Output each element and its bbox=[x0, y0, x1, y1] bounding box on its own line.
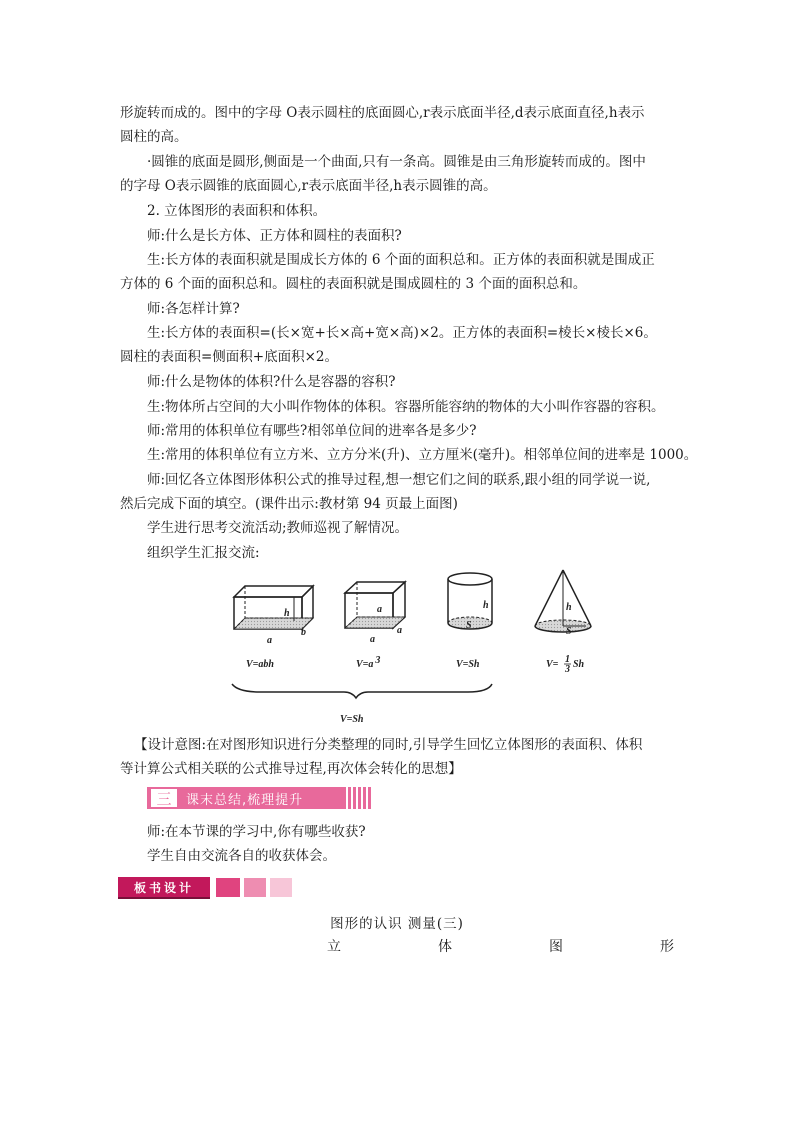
cuboid-height-label: h bbox=[284, 608, 290, 619]
paragraph-line: 方体的 6 个面的面积总和。圆柱的表面积就是围成圆柱的 3 个面的面积总和。 bbox=[120, 276, 587, 292]
section-three-banner bbox=[147, 787, 372, 809]
decor-square bbox=[244, 878, 266, 897]
spread-char: 图 bbox=[549, 939, 563, 955]
paragraph-line: 师:各怎样计算? bbox=[147, 301, 240, 317]
cube-shape bbox=[345, 582, 405, 670]
paragraph-line: 生:长方体的表面积=(长×宽+长×高+宽×高)×2。正方体的表面积=棱长×棱长×6。 bbox=[147, 325, 657, 341]
cone-fraction-den: 3 bbox=[565, 664, 570, 675]
spread-char: 立 bbox=[327, 939, 341, 955]
cuboid-length-label: a bbox=[267, 635, 272, 646]
paragraph-line: 生:物体所占空间的大小叫作物体的体积。容器所能容纳的物体的大小叫作容器的容积。 bbox=[147, 399, 665, 415]
cube-formula-exponent: 3 bbox=[375, 655, 381, 666]
cuboid-formula: V=abh bbox=[246, 659, 274, 670]
spread-char: 形 bbox=[660, 939, 674, 955]
cone-base-label: S bbox=[566, 626, 572, 637]
board-spread-heading bbox=[120, 936, 674, 956]
design-note-line: 等计算公式相关联的公式推导过程,再次体会转化的思想】 bbox=[120, 761, 462, 777]
paragraph-line: 圆柱的高。 bbox=[120, 129, 188, 145]
paragraph-line: 2. 立体图形的表面积和体积。 bbox=[147, 203, 327, 219]
board-design-label: 板书设计 bbox=[118, 877, 210, 899]
cylinder-base-label: S bbox=[466, 620, 472, 631]
cuboid-width-label: b bbox=[301, 627, 306, 638]
cube-edge-label-side: a bbox=[397, 625, 402, 636]
cube-edge-label-bottom: a bbox=[370, 634, 375, 645]
cone-fraction-num: 1 bbox=[565, 654, 570, 665]
cylinder-shape bbox=[448, 573, 492, 670]
paragraph-line: 师:回忆各立体图形体积公式的推导过程,想一想它们之间的联系,跟小组的同学说一说, bbox=[147, 472, 651, 488]
solid-figures-diagram bbox=[220, 566, 600, 736]
paragraph-line: 然后完成下面的填空。(课件出示:教材第 94 页最上面图) bbox=[120, 496, 458, 512]
paragraph-line: 师:什么是长方体、正方体和圆柱的表面积? bbox=[147, 228, 402, 244]
section-title: 课末总结,梳理提升 bbox=[186, 792, 304, 808]
section-number: 三 bbox=[150, 788, 178, 808]
cone-formula: V= bbox=[546, 659, 559, 670]
cube-edge-label-top: a bbox=[377, 604, 382, 615]
paragraph-line: ·圆锥的底面是圆形,侧面是一个曲面,只有一条高。圆锥是由三角形旋转而成的。图中 bbox=[147, 154, 646, 170]
grouping-brace bbox=[232, 684, 492, 698]
cube-formula: V=a 3 bbox=[356, 655, 381, 670]
paragraph-line: 师:常用的体积单位有哪些?相邻单位间的进率各是多少? bbox=[147, 423, 477, 439]
spread-spacer bbox=[120, 936, 230, 956]
decor-square bbox=[216, 878, 240, 897]
paragraph-line: 学生进行思考交流活动;教师巡视了解情况。 bbox=[147, 520, 409, 536]
cylinder-formula: V=Sh bbox=[456, 659, 480, 670]
spread-char: 体 bbox=[438, 939, 452, 955]
paragraph-line: 师:在本节课的学习中,你有哪些收获? bbox=[147, 824, 366, 840]
paragraph-line: 师:什么是物体的体积?什么是容器的容积? bbox=[147, 374, 396, 390]
paragraph-line: 学生自由交流各自的收获体会。 bbox=[147, 848, 336, 864]
cone-height-label: h bbox=[566, 602, 572, 613]
paragraph-line: 的字母 O表示圆锥的底面圆心,r表示底面半径,h表示圆锥的高。 bbox=[120, 178, 497, 194]
paragraph-line: 组织学生汇报交流: bbox=[147, 545, 260, 561]
unified-volume-formula: V=Sh bbox=[340, 714, 364, 725]
design-note-line: 【设计意图:在对图形知识进行分类整理的同时,引导学生回忆立体图形的表面积、体积 bbox=[134, 737, 643, 753]
cone-formula-suffix: Sh bbox=[573, 659, 585, 670]
board-title: 图形的认识 测量(三) bbox=[330, 916, 464, 932]
decor-square bbox=[270, 878, 292, 897]
paragraph-line: 圆柱的表面积=侧面积+底面积×2。 bbox=[120, 349, 339, 365]
banner-stripes bbox=[346, 787, 372, 809]
cylinder-height-label: h bbox=[483, 600, 489, 611]
paragraph-line: 生:常用的体积单位有立方米、立方分米(升)、立方厘米(毫升)。相邻单位间的进率是 1000。 bbox=[147, 447, 698, 463]
paragraph-line: 生:长方体的表面积就是围成长方体的 6 个面的面积总和。正方体的表面积就是围成正 bbox=[147, 252, 655, 268]
cone-shape bbox=[535, 570, 591, 675]
cuboid-shape bbox=[234, 586, 313, 670]
paragraph-line: 形旋转而成的。图中的字母 O表示圆柱的底面圆心,r表示底面半径,d表示底面直径,h表示 bbox=[120, 105, 645, 121]
